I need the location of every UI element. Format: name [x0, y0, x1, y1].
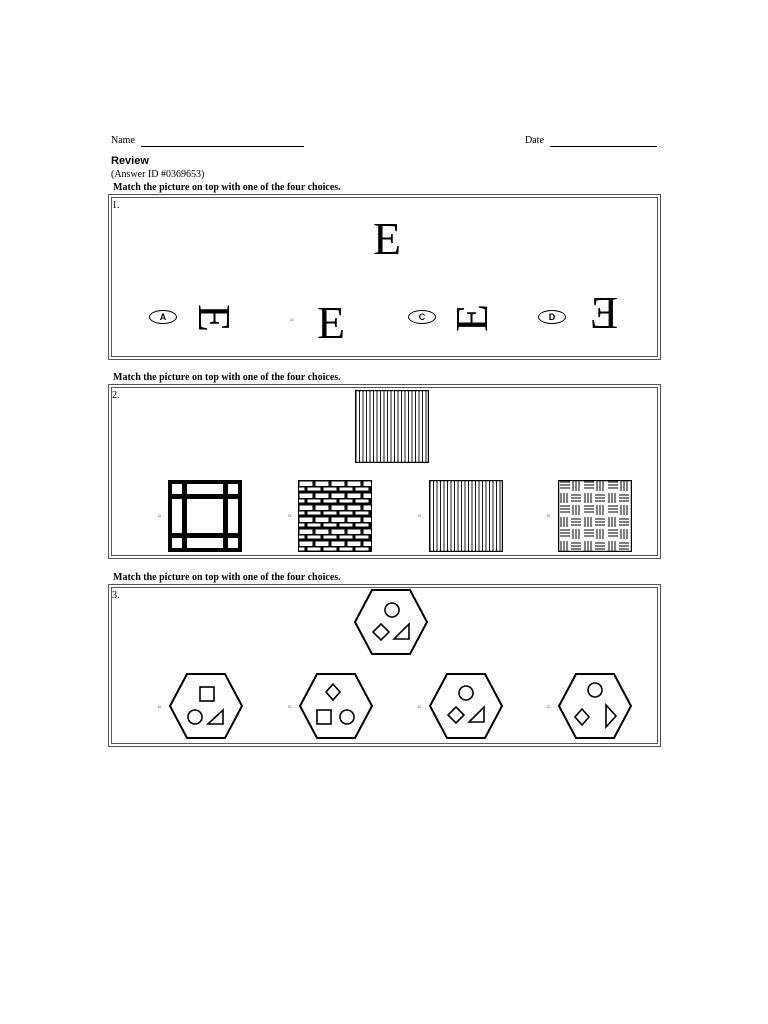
q2-choice-a-grid-pattern[interactable] [168, 480, 242, 552]
q1-number: 1. [112, 200, 120, 211]
q3-choice-d-marker[interactable]: ¤ [547, 705, 550, 711]
q1-choice-c-letter[interactable]: E [446, 303, 498, 333]
q3-choice-d-hexagon[interactable] [557, 672, 633, 740]
q2-choice-a-marker[interactable]: ¤ [158, 514, 161, 520]
q1-target-letter: E [373, 213, 402, 264]
q1-choice-a-letter[interactable]: E [189, 303, 241, 333]
q3-choice-a-hexagon[interactable] [168, 672, 244, 740]
q2-choice-d-weave-pattern[interactable] [558, 480, 632, 552]
q1-instruction: Match the picture on top with one of the four choices. [113, 182, 341, 193]
q2-choice-d-marker[interactable]: ¤ [547, 514, 550, 520]
q3-choice-a-marker[interactable]: ¤ [158, 705, 161, 711]
answer-id: (Answer ID #0369653) [111, 169, 205, 180]
q2-instruction: Match the picture on top with one of the four choices. [113, 372, 341, 383]
q3-choice-b-hexagon[interactable] [298, 672, 374, 740]
q3-choice-b-marker[interactable]: ¤ [288, 705, 291, 711]
q2-choice-c-marker[interactable]: ¤ [418, 514, 421, 520]
name-label: Name [111, 135, 135, 146]
q1-choice-a-label[interactable]: A [149, 310, 177, 324]
date-label: Date [525, 135, 544, 146]
q3-choice-c-hexagon[interactable] [428, 672, 504, 740]
q2-choice-b-brick-pattern[interactable] [298, 480, 372, 552]
name-field-line[interactable] [141, 146, 304, 147]
q1-choice-c-label[interactable]: C [408, 310, 436, 324]
q3-number: 3. [112, 590, 120, 601]
review-title: Review [111, 155, 149, 167]
q2-target-pattern [355, 390, 429, 463]
q2-number: 2. [112, 390, 120, 401]
q1-choice-b-letter[interactable]: E [317, 297, 346, 348]
q2-choice-b-marker[interactable]: ¤ [288, 514, 291, 520]
date-field-line[interactable] [550, 146, 657, 147]
q1-choice-b-marker[interactable]: ¤ [290, 318, 293, 324]
q3-target-hexagon [353, 588, 429, 656]
q3-instruction: Match the picture on top with one of the four choices. [113, 572, 341, 583]
q3-choice-c-marker[interactable]: ¤ [418, 705, 421, 711]
q1-choice-d-label[interactable]: D [538, 310, 566, 324]
q1-choice-d-letter[interactable]: E [590, 287, 619, 338]
q2-choice-c-stripe-pattern[interactable] [429, 480, 503, 552]
